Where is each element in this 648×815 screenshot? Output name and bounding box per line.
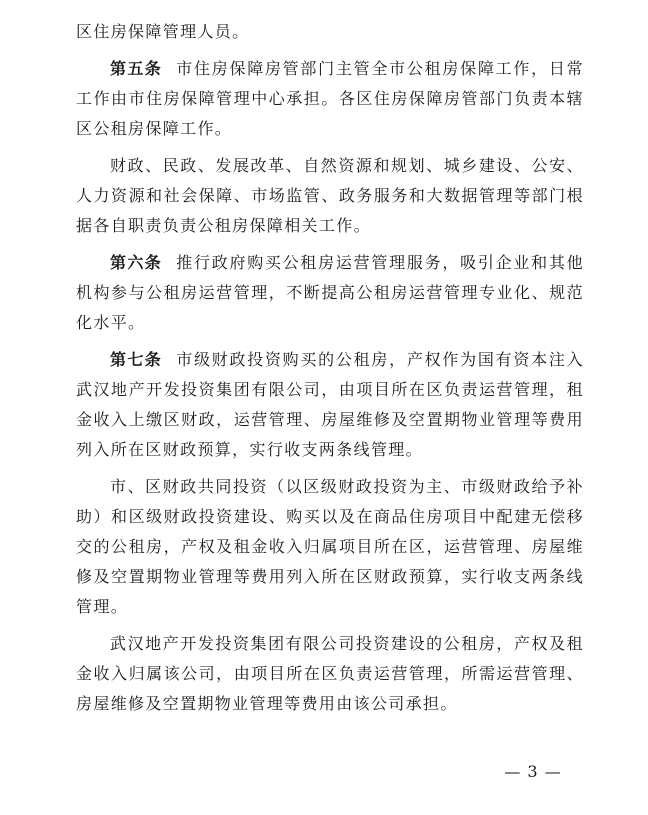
- article-7-text: 市级财政投资购买的公租房，产权作为国有资本注入武汉地产开发投资集团有限公司，由项目所在区负责运营管理，租金收入上缴区财政，运营管理、房屋维修及空置期物业管理等费用列入所在区财政预算，实行收支两条线管理。: [76, 350, 584, 459]
- paragraph-2-text: 财政、民政、发展改革、自然资源和规划、城乡建设、公安、人力资源和社会保障、市场监管、政务服务和大数据管理等部门根据各自职责负责公租房保障相关工作。: [76, 156, 584, 235]
- article-5-heading: 第五条: [110, 59, 163, 78]
- page-number: — 3 —: [504, 762, 562, 781]
- paragraph-5-text: 市、区财政共同投资（以区级财政投资为主、市级财政给予补助）和区级财政投资建设、购买以及在商品住房项目中配建无偿移交的公租房，产权及租金收入归属项目所在区，运营管理、房屋维修及空置期物业管理等费用列入所在区财政预算，实行收支两条线管理。: [76, 477, 584, 616]
- paragraph-article-6: [76, 248, 584, 338]
- paragraph-6-text: 武汉地产开发投资集团有限公司投资建设的公租房，产权及租金收入归属该公司，由项目所在区负责运营管理，所需运营管理、房屋维修及空置期物业管理等费用由该公司承担。: [76, 634, 584, 713]
- article-7-heading: 第七条: [110, 350, 163, 369]
- paragraph-article-7: [76, 345, 584, 465]
- paragraph-article-5: [76, 54, 584, 144]
- article-5-text: 市住房保障房管部门主管全市公租房保障工作，日常工作由市住房保障管理中心承担。各区住房保障房管部门负责本辖区公租房保障工作。: [76, 59, 584, 138]
- document-body: [76, 17, 584, 726]
- paragraph-5: [76, 472, 584, 622]
- paragraph-0-text: 区住房保障管理人员。: [76, 22, 250, 41]
- article-6-text: 推行政府购买公租房运营管理服务，吸引企业和其他机构参与公租房运营管理，不断提高公租房运营管理专业化、规范化水平。: [76, 253, 584, 332]
- paragraph-0: [76, 17, 584, 47]
- article-6-heading: 第六条: [110, 253, 163, 272]
- paragraph-6: [76, 629, 584, 719]
- paragraph-2: [76, 151, 584, 241]
